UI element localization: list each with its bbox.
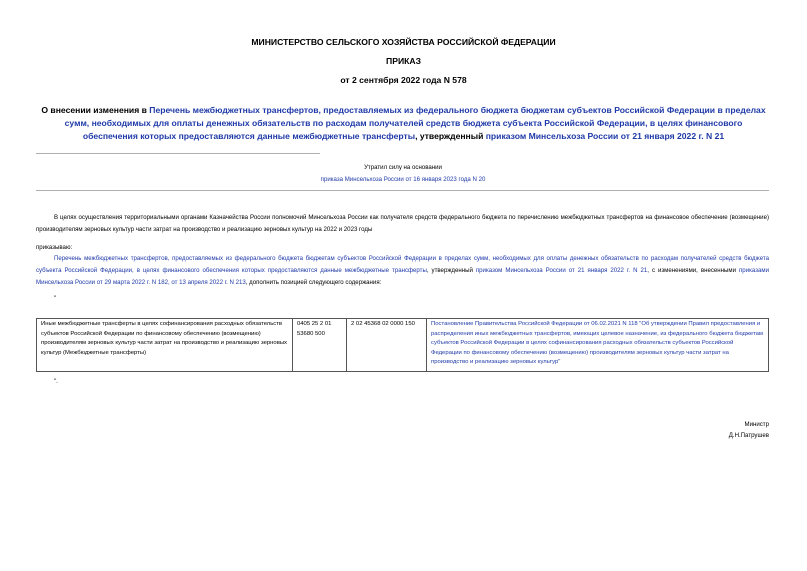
amendment-order-link[interactable]: приказом Минсельхоза России от 21 января 2022 г. N 21 [475,266,648,274]
order-word: приказываю: [36,244,73,251]
document-date-number: от 2 сентября 2022 года N 578 [340,75,467,85]
regulation-link-cell[interactable]: Постановление Правительства Российской Федерации от 06.02.2021 N 118 "Об утверждении Правил предоставления и распределения иных межбюджетных трансфертов, имеющих целевое назначение, из федерального бюджета бюджетам субъектов Российской Федерации в целях софинансирования расходных обязательств субъектов Российской Федерации по финансовому обеспечению (возмещению) производителям зерновых культур части затрат на производство и реализацию зерновых культур" [427,319,769,372]
budget-class-code-cell: 0405 25 2 01 53680 500 [293,319,347,372]
title-prefix: О внесении изменения в [41,105,150,115]
transfer-name-cell: Иные межбюджетные трансферты в целях софинансирования расходных обязательств субъектов Российской Федерации по финансовому обеспечению (возмещению) производителям зерновых культур части затрат на производство и реализацию зерновых культур (Межбюджетные трансферты) [37,319,293,372]
document-title [36,104,771,143]
amendment-table [36,318,769,372]
table-row [37,319,769,372]
open-quote: " [54,295,57,302]
amendment-text-1: , утвержденный [426,266,476,274]
title-order-link[interactable]: приказом Минсельхоза России от 21 января 2022 г. N 21 [485,131,725,141]
amendment-text-3: , дополнить позицией следующего содержания: [245,278,382,286]
status-divider-bottom [36,190,769,191]
income-code-cell: 2 02 45368 02 0000 150 [347,319,427,372]
document-type: ПРИКАЗ [386,56,421,66]
ministry-name: МИНИСТЕРСТВО СЕЛЬСКОГО ХОЗЯЙСТВА РОССИЙСКОЙ ФЕДЕРАЦИИ [251,37,556,47]
close-quote: ". [54,378,58,385]
amendment-paragraph [36,253,769,288]
amendment-orders-link[interactable]: приказами Минсельхоза России от 29 марта 2022 г. N 182, от 13 апреля 2022 г. N 213 [36,266,769,286]
status-divider-top [36,153,320,154]
status-repeal-link[interactable]: приказа Минсельхоза России от 16 января 2023 года N 20 [320,176,486,183]
status-line-1: Утратил силу на основании [364,164,442,171]
amendment-list-link[interactable]: Перечень межбюджетных трансфертов, предоставляемых из федерального бюджета бюджетам субъектов Российской Федерации в пределах сумм, необходимых для оплаты денежных обязательств по расходам получателей средств бюджета субъекта Российской Федерации, в целях финансового обеспечения которых предоставляются данные межбюджетные трансферты [36,255,769,274]
title-list-link[interactable]: Перечень межбюджетных трансфертов, предоставляемых из федерального бюджета бюджетам субъектов Российской Федерации в пределах сумм, необходимых для оплаты денежных обязательств по расходам получателей средств бюджета субъекта Российской Федерации, в целях финансового обеспечения которых предоставляются данные межбюджетные трансферты [64,105,766,141]
title-middle: , утвержденный [415,131,486,141]
intro-paragraph: В целях осуществления территориальными органами Казначейства России полномочий Минсельхоза России как получателя средств федерального бюджета по перечислению межбюджетных трансфертов на финансовое обеспечение (возмещение) производителям зерновых культур части затрат на производство и реализацию зерновых культур на 2022 и 2023 годы [36,214,769,233]
signatory-position: Министр [744,421,769,428]
signatory-name: Д.Н.Патрушев [728,432,769,439]
amendment-text-2: , с изменениями, внесенными [647,266,739,274]
